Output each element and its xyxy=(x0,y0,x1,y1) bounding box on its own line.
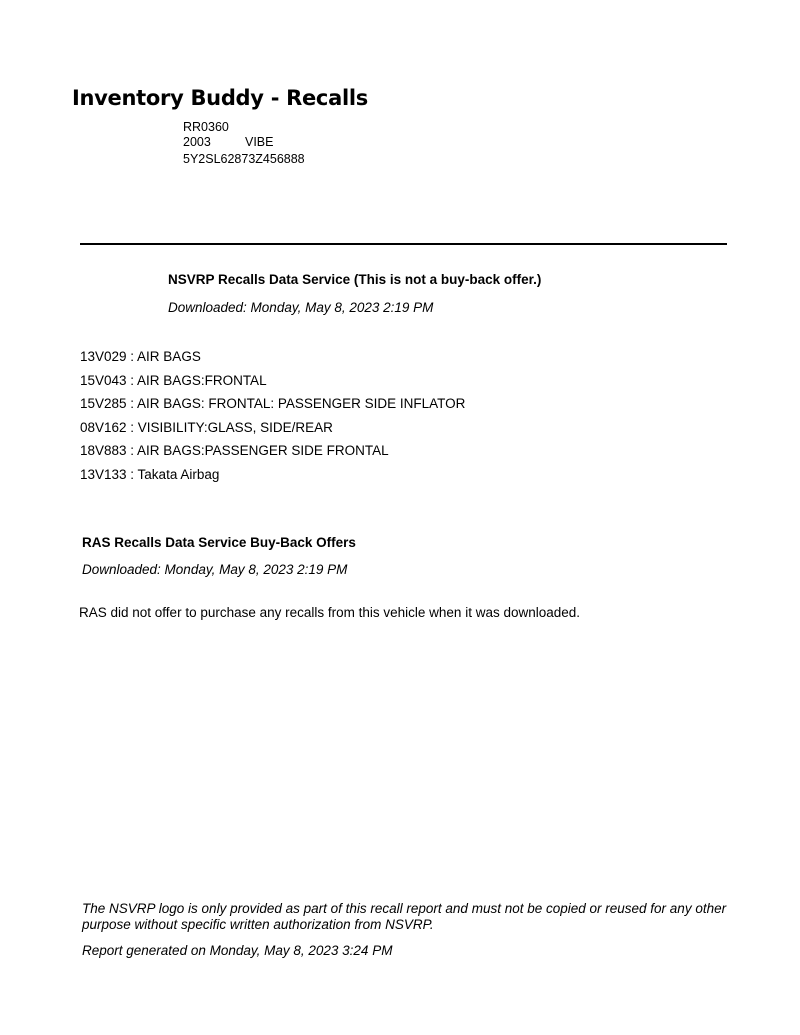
report-title: Inventory Buddy - Recalls xyxy=(72,86,368,110)
vin-row xyxy=(0,152,400,168)
recall-item: 18V883 : AIR BAGS:PASSENGER SIDE FRONTAL xyxy=(80,443,389,458)
year-value: 2003 xyxy=(183,135,211,149)
recall-list xyxy=(80,349,465,490)
recall-item: 13V133 : Takata Airbag xyxy=(80,466,220,482)
stock-number-value-row xyxy=(0,120,400,136)
recall-item: 15V043 : AIR BAGS:FRONTAL xyxy=(80,372,267,388)
model-value: VIBE xyxy=(245,135,274,149)
nsvrp-downloaded: Downloaded: Monday, May 8, 2023 2:19 PM xyxy=(168,300,434,315)
recall-item: 13V029 : AIR BAGS xyxy=(80,349,201,364)
vin-value: 5Y2SL62873Z456888 xyxy=(183,152,305,166)
ras-note: RAS did not offer to purchase any recalls from this vehicle when it was downloaded. xyxy=(79,605,581,620)
section-divider xyxy=(80,243,727,245)
recall-item: 08V162 : VISIBILITY:GLASS, SIDE/REAR xyxy=(80,419,333,435)
ras-heading: RAS Recalls Data Service Buy-Back Offers xyxy=(82,535,356,550)
ras-downloaded: Downloaded: Monday, May 8, 2023 2:19 PM xyxy=(82,562,348,577)
nsvrp-heading: NSVRP Recalls Data Service (This is not a buy-back offer.) xyxy=(168,272,542,287)
stock-number-value: RR0360 xyxy=(183,120,229,134)
report-generated: Report generated on Monday, May 8, 2023 3:24 PM xyxy=(82,943,393,958)
year-model-row xyxy=(0,135,400,151)
recall-item: 15V285 : AIR BAGS: FRONTAL: PASSENGER SIDE INFLATOR xyxy=(80,396,466,411)
logo-disclaimer: The NSVRP logo is only provided as part of this recall report and must not be copied or reused for any other purpose without specific written authorization from NSVRP. xyxy=(82,901,727,932)
